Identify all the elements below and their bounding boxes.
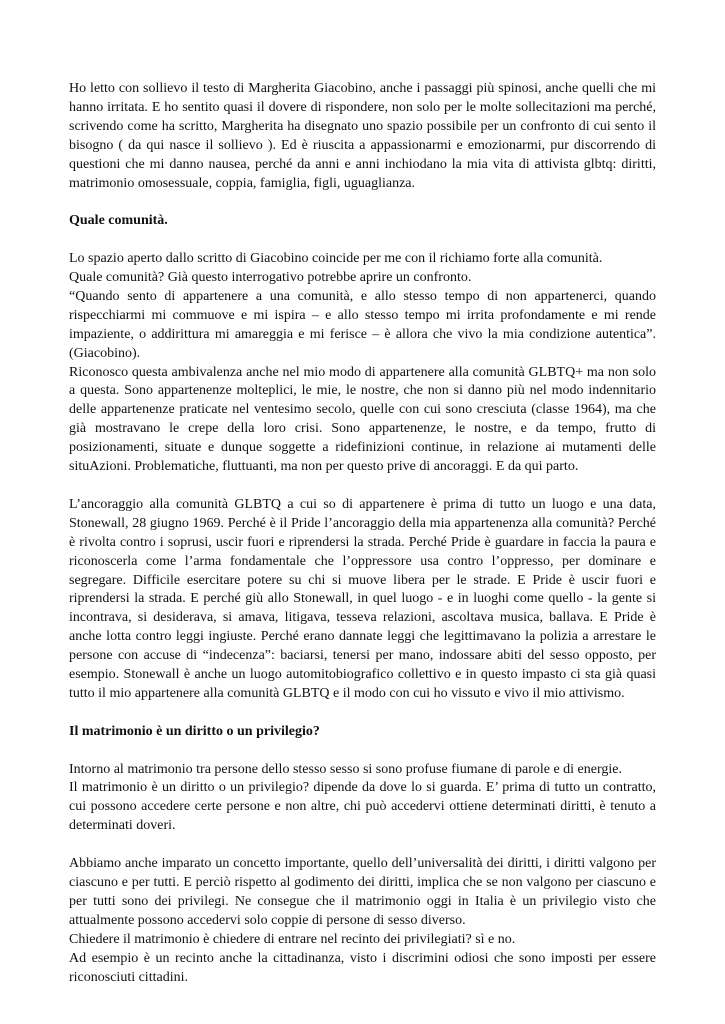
marriage-paragraph-4: Chiedere il matrimonio è chiedere di entrare nel recinto dei privilegiati? sì e no. bbox=[69, 931, 516, 947]
spacer bbox=[69, 231, 656, 250]
spacer bbox=[69, 836, 656, 855]
spacer bbox=[69, 193, 656, 212]
community-paragraph-1: Lo spazio aperto dallo scritto di Giacobino coincide per me con il richiamo forte alla comunità. bbox=[69, 251, 603, 267]
community-paragraph-2: Quale comunità? Già questo interrogativo potrebbe aprire un confronto. bbox=[69, 270, 472, 286]
spacer bbox=[69, 477, 656, 496]
spacer bbox=[69, 742, 656, 761]
section-heading-community: Quale comunità. bbox=[69, 213, 168, 229]
spacer bbox=[69, 704, 656, 723]
community-paragraph-3: Riconosco questa ambivalenza anche nel mio modo di appartenere alla comunità GLBTQ+ ma non solo a questa. Sono appartenenze molteplici, le mie, le nostre, che non si danno più nel modo indennitario delle appartenenze praticate nel ventesimo secolo, quelle con cui sono cresciuta (classe 1964), ma che già mostravano le crepe della loro crisi. Sono appartenenze, le nostre, e da tempo, frutto di posizionamenti, situate e dunque soggette a ridefinizioni continue, in relazione ai mutamenti delle situAzioni. Problematiche, fluttuanti, ma non per questo prive di ancoraggi. E da qui parto. bbox=[69, 364, 656, 475]
marriage-paragraph-5: Ad esempio è un recinto anche la cittadinanza, visto i discrimini odiosi che sono imposti per essere riconosciuti cittadini. bbox=[69, 950, 656, 985]
community-quote: “Quando sento di appartenere a una comunità, e allo stesso tempo di non appartenerci, quando rispecchiarmi mi commuove e mi ispira – e allo stesso tempo mi irrita profondamente e mi rende impaziente, o addirittura mi amareggia e mi ferisce – è allora che vivo la mia condizione autentica”. (Giacobino). bbox=[69, 288, 656, 361]
intro-paragraph: Ho letto con sollievo il testo di Margherita Giacobino, anche i passaggi più spinosi, anche quelli che mi hanno irritata. E ho sentito quasi il dovere di rispondere, non solo per le molte sollecitazioni ma perché, scrivendo come ha scritto, Margherita ha disegnato uno spazio possibile per un confronto di cui sento il bisogno ( da qui nasce il sollievo ). Ed è riuscita a appassionarmi e emozionarmi, pur discorrendo di questioni che mi danno nausea, perché da anni e anni inchiodano la mia vita di attivista glbtq: diritti, matrimonio omosessuale, coppia, famiglia, figli, uguaglianza. bbox=[69, 81, 656, 191]
community-paragraph-4: L’ancoraggio alla comunità GLBTQ a cui so di appartenere è prima di tutto un luogo e una data, Stonewall, 28 giugno 1969. Perché è il Pride l’ancoraggio della mia appartenenza alla comunità? Perché è rivolta contro i soprusi, uscir fuori e riprendersi la strada. Perché Pride è guardare in faccia la paura e riconoscerla come l’arma fondamentale che l’oppressore usa contro l’oppresso, per dominare e segregare. Difficile esercitare potere su chi si muove libera per le strade. E Pride è uscir fuori e riprendersi la strada. E perché giù allo Stonewall, in quel luogo - e in luoghi come quello - la gente si incontrava, si desiderava, si amava, litigava, tesseva relazioni, ascoltava musica, ballava. E Pride è anche lotta contro leggi ingiuste. Perché erano dannate leggi che legittimavano la polizia a arrestare le persone con accuse di “indecenza”: baciarsi, tenersi per mano, indossare abiti del sesso opposto, per esempio. Stonewall è anche un luogo automitobiografico collettivo e in questo impasto ci sta già quasi tutto il mio appartenere alla comunità GLBTQ e il modo con cui ho vissuto e vivo il mio attivismo. bbox=[69, 496, 656, 701]
marriage-paragraph-1: Intorno al matrimonio tra persone dello stesso sesso si sono profuse fiumane di parole e di energie. bbox=[69, 761, 622, 777]
document-page bbox=[69, 80, 656, 987]
marriage-paragraph-2: Il matrimonio è un diritto o un privilegio? dipende da dove lo si guarda. E’ prima di tutto un contratto, cui possono accedere certe persone e non altre, chi può accedervi ottiene determinati diritti, è tenuto a determinati doveri. bbox=[69, 780, 656, 834]
marriage-paragraph-3: Abbiamo anche imparato un concetto importante, quello dell’universalità dei diritti, i diritti valgono per ciascuno e per tutti. E perciò rispetto al godimento dei diritti, implica che se non valgono per ciascuno e per tutti sono dei privilegi. Ne consegue che il matrimonio oggi in Italia è un privilegio visto che attualmente possono accedervi solo coppie di persone di sesso diverso. bbox=[69, 856, 656, 928]
section-heading-marriage: Il matrimonio è un diritto o un privilegio? bbox=[69, 723, 320, 739]
